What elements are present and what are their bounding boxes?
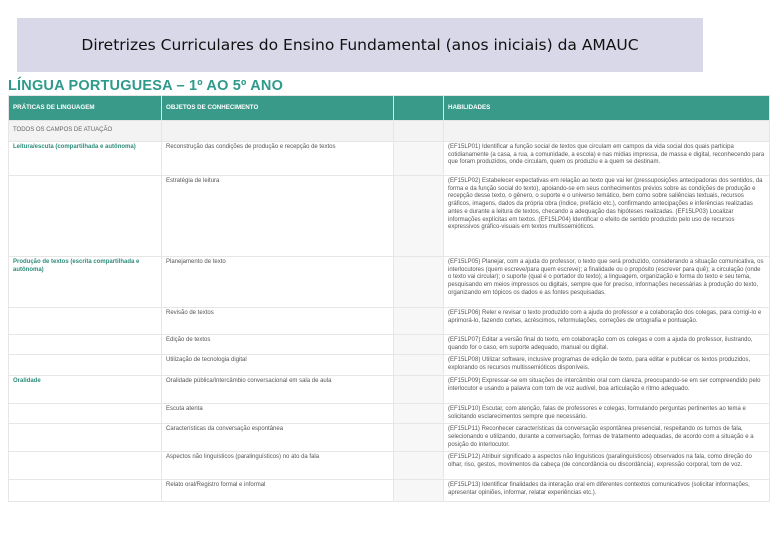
skill-cell: (EF15LP12) Atribuir significado a aspectos não linguísticos (paralinguísticos) observados na fala, como direção do olhar, riso, gestos, movimentos da cabeça (de concordância ou discordância), expressão corporal, tom de voz. bbox=[444, 452, 770, 480]
table-header-row bbox=[9, 96, 770, 121]
practice-cell bbox=[9, 480, 162, 502]
skill-cell: (EF15LP02) Estabelecer expectativas em relação ao texto que vai ler (pressuposições antecipadoras dos sentidos, da forma e da função social do texto), apoiando-se em seus conhecimentos prévios sobre as condições de produção e recepção desse texto, o gênero, o suporte e o universo temático, bem como sobre saliências textuais, recursos gráficos, imagens, dados da própria obra (índice, prefácio etc.), confirmando antecipações e inferências realizadas antes e durante a leitura de textos, checando a adequação das hipóteses realizadas. (EF15LP03) Localizar informações explícitas em textos. (EF15LP04) Identificar o efeito de sentido produzido pelo uso de recursos expressivos gráfico-visuais em textos multissemióticos. bbox=[444, 176, 770, 257]
object-cell: Revisão de textos bbox=[162, 308, 394, 335]
table-row bbox=[9, 335, 770, 355]
all-fields-row bbox=[9, 121, 770, 142]
object-cell: Edição de textos bbox=[162, 335, 394, 355]
table-row bbox=[9, 424, 770, 452]
header-skills: HABILIDADES bbox=[444, 96, 770, 121]
skill-cell: (EF15LP11) Reconhecer características da conversação espontânea presencial, respeitando os turnos de fala, selecionando e utilizando, durante a conversação, formas de tratamento adequadas, de acordo com a situação e a posição do interlocutor. bbox=[444, 424, 770, 452]
header-practices: PRÁTICAS DE LINGUAGEM bbox=[9, 96, 162, 121]
practice-cell bbox=[9, 308, 162, 335]
document-title: LÍNGUA PORTUGUESA – 1º AO 5º ANO bbox=[8, 78, 284, 94]
practice-cell: Produção de textos (escrita compartilhada e autônoma) bbox=[9, 257, 162, 308]
curriculum-table bbox=[8, 95, 770, 502]
table-row bbox=[9, 176, 770, 257]
skill-cell: (EF15LP06) Reler e revisar o texto produzido com a ajuda do professor e a colaboração dos colegas, para corrigi-lo e aprimorá-lo, fazendo cortes, acréscimos, reformulações, correções de ortografia e pontuação. bbox=[444, 308, 770, 335]
object-cell: Escuta atenta bbox=[162, 403, 394, 423]
table-row bbox=[9, 403, 770, 423]
table-row bbox=[9, 142, 770, 176]
table-row bbox=[9, 257, 770, 308]
object-cell: Aspectos não linguísticos (paralinguísticos) no ato da fala bbox=[162, 452, 394, 480]
object-cell: Oralidade pública/Intercâmbio conversacional em sala de aula bbox=[162, 375, 394, 403]
practice-cell bbox=[9, 424, 162, 452]
object-cell: Utilização de tecnologia digital bbox=[162, 355, 394, 375]
object-cell: Planejamento de texto bbox=[162, 257, 394, 308]
skill-cell: (EF15LP08) Utilizar software, inclusive programas de edição de texto, para editar e publicar os textos produzidos, explorando os recursos multissemióticos disponíveis. bbox=[444, 355, 770, 375]
slide-title-banner bbox=[17, 18, 703, 72]
practice-cell bbox=[9, 452, 162, 480]
header-spacer bbox=[394, 96, 444, 121]
practice-cell: Oralidade bbox=[9, 375, 162, 403]
table-row bbox=[9, 452, 770, 480]
practice-cell bbox=[9, 403, 162, 423]
object-cell: Características da conversação espontânea bbox=[162, 424, 394, 452]
table-row bbox=[9, 480, 770, 502]
table-row bbox=[9, 375, 770, 403]
object-cell: Relato oral/Registro formal e informal bbox=[162, 480, 394, 502]
table-row bbox=[9, 355, 770, 375]
practice-cell bbox=[9, 176, 162, 257]
table-row bbox=[9, 308, 770, 335]
all-fields-label: TODOS OS CAMPOS DE ATUAÇÃO bbox=[9, 121, 162, 142]
skill-cell: (EF15LP09) Expressar-se em situações de intercâmbio oral com clareza, preocupando-se em ser compreendido pelo interlocutor e usando a palavra com tom de voz audível, boa articulação e ritmo adequado. bbox=[444, 375, 770, 403]
practice-cell bbox=[9, 355, 162, 375]
curriculum-document bbox=[4, 74, 765, 540]
skill-cell: (EF15LP07) Editar a versão final do texto, em colaboração com os colegas e com a ajuda do professor, ilustrando, quando for o caso, em suporte adequado, manual ou digital. bbox=[444, 335, 770, 355]
skill-cell: (EF15LP10) Escutar, com atenção, falas de professores e colegas, formulando perguntas pertinentes ao tema e solicitando esclarecimentos sempre que necessário. bbox=[444, 403, 770, 423]
slide-title: Diretrizes Curriculares do Ensino Fundamental (anos iniciais) da AMAUC bbox=[81, 36, 639, 54]
header-objects: OBJETOS DE CONHECIMENTO bbox=[162, 96, 394, 121]
practice-cell: Leitura/escuta (compartilhada e autônoma) bbox=[9, 142, 162, 176]
object-cell: Reconstrução das condições de produção e recepção de textos bbox=[162, 142, 394, 176]
skill-cell: (EF15LP05) Planejar, com a ajuda do professor, o texto que será produzido, considerando a situação comunicativa, os interlocutores (quem escreve/para quem escreve); a finalidade ou o propósito (escrever para quê); a circulação (onde o texto vai circular); o suporte (qual é o portador do texto); a linguagem, organização e forma do texto e seu tema, pesquisando em meios impressos ou digitais, sempre que for preciso, informações necessárias à produção do texto, organizando em tópicos os dados e as fontes pesquisadas. bbox=[444, 257, 770, 308]
object-cell: Estratégia de leitura bbox=[162, 176, 394, 257]
skill-cell: (EF15LP01) Identificar a função social de textos que circulam em campos da vida social dos quais participa cotidianamente (a casa, a rua, a comunidade, a escola) e nas mídias impressa, de massa e digital, reconhecendo para que foram produzidos, onde circulam, quem os produziu e a quem se destinam. bbox=[444, 142, 770, 176]
practice-cell bbox=[9, 335, 162, 355]
skill-cell: (EF15LP13) Identificar finalidades da interação oral em diferentes contextos comunicativos (solicitar informações, apresentar opiniões, informar, relatar experiências etc.). bbox=[444, 480, 770, 502]
